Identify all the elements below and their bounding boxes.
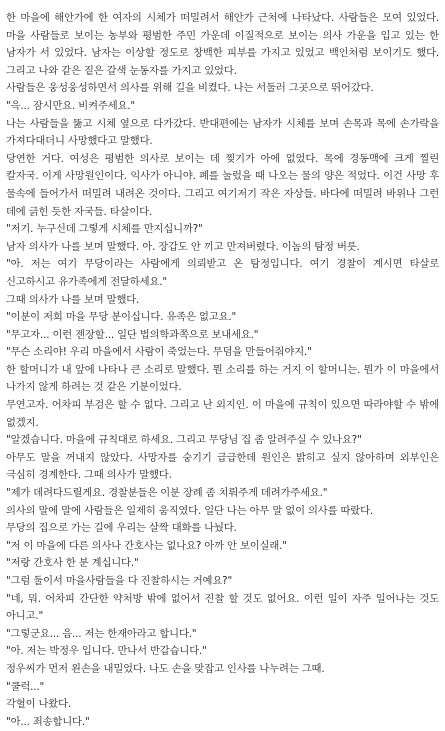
paragraph: 정우씨가 먼저 왼손을 내밀었다. 나도 손을 맞잡고 인사를 나누려는 그때. [6,662,325,675]
paragraph: "무슨 소리야! 우리 마을에서 사람이 죽었는다. 무덤을 만들어줘야지." [6,346,312,359]
paragraph: "알겠습니다. 마을에 규칙대로 하세요. 그리고 무당님 집 좀 알려주실 수 있나요?" [6,434,362,447]
paragraph: "제가 데려다드릴게요. 경찰분들은 이분 장례 좀 치뤄주게 데려가주세요." [6,487,328,500]
paragraph: 무연고자. 어차피 부검은 할 수 없다. 그리고 난 외지인. 이 마을에 규칙이 있으면 따라야할 수 밖에 없겠지. [6,399,439,429]
paragraph: 한 할머니가 내 앞에 나타나 큰 소리로 말했다. 뭔 소리를 하는 거지 이 할머니는. 뭔가 이 마을에서 나가지 않게 하려는 것 같은 기분이었다. [6,363,439,394]
paragraph: "그렇군요... 음... 저는 한재아라고 합니다." [6,627,197,640]
paragraph: "윽... 잠시만요. 비켜주세요." [6,99,136,112]
paragraph: "저랑 간호사 한 분 계십니다." [6,557,139,570]
paragraph: 각혈이 나왔다. [6,698,72,711]
paragraph: "그럼 둘이서 마을사람들을 다 진찰하시는 거예요?" [6,575,233,587]
paragraph: 의사의 말에 말에 사람들은 일제히 움직였다. 일단 나는 아무 말 없이 의사를 따랐다. [6,504,374,517]
paragraph: "아... 죄송합니다." [6,715,90,728]
paragraph: 무당의 집으로 가는 길에 우리는 살짝 대화를 나눴다. [6,522,237,535]
paragraph: 당연한 거다. 여성은 평범한 의사로 보이는 데 찢기가 아에 없었다. 목에 경동맥에 크게 찔린 칼자국. 이게 사망원인이다. 익사가 아니야. 폐를 눌렀을 때 나오는 물의 양은 적었다. 이건 사망 후 물속에 들어가서 떠밀려 내려온 것이다. 그리고 여기저기 작은 자상들. 바다에 떠밀려 바위나 그런 데에 긁힌 듯한 자국들. 타살이다. [6,152,439,218]
paragraph: 남자 의사가 나를 보며 말했다. 아. 장갑도 안 끼고 만져버렸다. 이놈의 탐정 버릇. [6,240,360,253]
paragraph: "아. 저는 박정우 입니다. 만나서 반갑습니다." [6,645,207,658]
paragraph: "아. 저는 여기 무당이라는 사람에게 의뢰받고 온 탐정입니다. 여기 경찰이 계시면 타살로 신고하시고 유가족에게 전달하세요." [6,258,439,288]
paragraph: "네, 뭐. 어차피 간단한 약처방 밖에 없어서 진찰 할 것도 없어요. 이런 일이 자주 일어나는 것도 아니고." [6,592,439,623]
paragraph: 나는 사람들을 뚫고 시체 옆으로 다가갔다. 반대편에는 남자가 시체를 보며 손목과 목에 손가락을 가져다대더니 사망했다고 말했다. [6,117,439,148]
paragraph: "무고자... 이런 젠장할... 일단 법의학과쪽으로 보내세요." [6,328,259,341]
paragraph: "쿨럭..." [6,680,45,693]
paragraph: 한 마을에 해안가에 한 여자의 시체가 떠밀려서 해안가 근처에 나타났다. 사람들은 모여 있었다. 마을 사람들로 보이는 농부와 평범한 주민 가운데 이질적으로 보이는 의사 가운을 입고 있는 한 남자가 서 있었다. 남자는 이상할 정도로 창백한 피부를 가지고 있었고 백인처럼 보이기도 했다. 그리고 나와 같은 짙은 갈색 눈동자를 가지고 있었다. [6,12,439,77]
paragraph: "저기. 누구신데 그렇게 시체를 만지십니까?" [6,223,203,236]
paragraph: "저 이 마을에 다른 의사나 간호사는 없나요? 아까 안 보이실래." [6,539,287,552]
paragraph: 그때 의사가 나를 보며 말했다. [6,293,140,306]
paragraph: "이분이 저희 마을 무당 분이십니다. 유족은 없고요." [6,311,237,324]
paragraph: 아무도 말을 꺼내지 않았다. 사망자를 숭기기 급급한데 원인은 밝히고 싶지 않아하며 외부인은 극심히 경계한다. 그때 의사가 말했다. [6,451,439,482]
paragraph: 사람들은 웅성웅성하면서 의사를 위해 길을 비켰다. 나는 서둘러 그곳으로 뛰어갔다. [6,82,374,95]
